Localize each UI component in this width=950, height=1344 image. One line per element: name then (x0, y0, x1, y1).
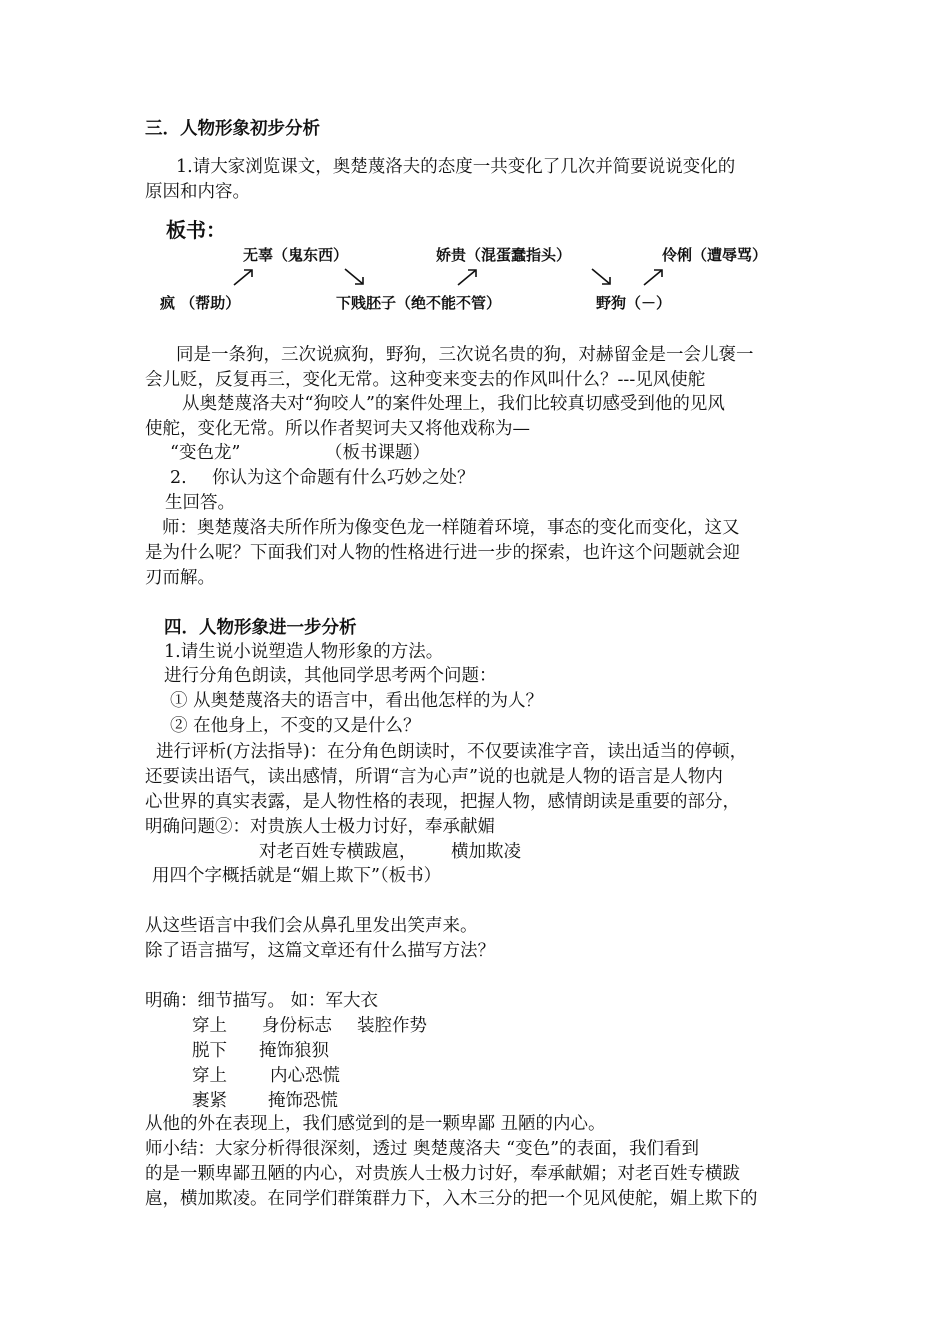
arrow-down-right-icon (590, 267, 614, 287)
section4-line-5: 进行评析(方法指导)：在分角色朗读时，不仅要读准字音，读出适当的停顿， (156, 742, 748, 762)
paragraph-1-line-1: 同是一条狗，三次说疯狗，野狗，三次说名贵的狗，对赫留金是一会儿褒一 (176, 345, 754, 365)
conclusion-line-1: 从他的外在表现上，我们感觉到的是一颗卑鄙 丑陋的内心。 (145, 1114, 606, 1134)
section4-line-2: 进行分角色朗读，其他同学思考两个问题： (164, 666, 497, 686)
board-note: （板书课题） (325, 443, 430, 463)
section4-line-6: 还要读出语气，读出感情，所谓“言为心声”说的也就是人物的语言是人物内 (145, 767, 723, 787)
detail-row-4-meaning: 掩饰恐慌 (268, 1091, 338, 1111)
detail-heading: 明确：细节描写。 如：军大衣 (145, 991, 379, 1011)
summary-line-1: 师小结：大家分析得很深刻，透过 奥楚蔑洛夫 “变色”的表面，我们看到 (145, 1139, 700, 1159)
summary-line-3: 扈，横加欺凌。在同学们群策群力下，入木三分的把一个见风使舵，媚上欺下的 (145, 1189, 758, 1209)
detail-row-2-meaning: 掩饰狼狈 (259, 1041, 329, 1061)
teacher-line-3: 刃而解。 (145, 568, 215, 588)
arrow-up-right-icon (232, 267, 256, 287)
section3-question1-cont: 原因和内容。 (145, 182, 250, 202)
summary-line-2: 的是一颗卑鄙丑陋的内心，对贵族人士极力讨好，奉承献媚；对老百姓专横跋 (145, 1164, 740, 1184)
teacher-line-2: 是为什么呢？下面我们对人物的性格进行进一步的探索，也许这个问题就会迎 (145, 543, 740, 563)
section4-line-7: 心世界的真实表露，是人物性格的表现，把握人物，感情朗读是重要的部分， (145, 792, 740, 812)
section4-line-8: 明确问题②：对贵族人士极力讨好，奉承献媚 (145, 817, 495, 837)
section4-line-9b: 横加欺凌 (451, 842, 521, 862)
student-answer: 生回答。 (165, 493, 235, 513)
section4-heading: 四．人物形象进一步分析 (164, 618, 357, 638)
section4-line-1: 1.请生说小说塑造人物形象的方法。 (164, 642, 444, 662)
board-bottom-2: 下贱胚子（绝不能不管） (336, 294, 502, 312)
board-top-1: 无辜（鬼东西） (243, 246, 349, 264)
question-2-number: 2. (170, 468, 187, 488)
section4-line-9a: 对老百姓专横跋扈， (259, 842, 417, 862)
detail-row-1-meaning-2: 装腔作势 (357, 1016, 427, 1036)
section3-heading: 三．人物形象初步分析 (145, 119, 320, 139)
arrow-up-right-icon (456, 267, 480, 287)
teacher-line-1: 师：奥楚蔑洛夫所作所为像变色龙一样随着环境，事态的变化而变化，这又 (162, 518, 740, 538)
detail-row-2-action: 脱下 (192, 1041, 227, 1061)
section4-line-10: 用四个字概括就是“媚上欺下”（板书） (152, 866, 442, 886)
detail-row-4-action: 裹紧 (192, 1091, 227, 1111)
nose-line-1: 从这些语言中我们会从鼻孔里发出笑声来。 (145, 916, 478, 936)
arrow-up-right-icon (642, 267, 666, 287)
board-bottom-1: 疯 （帮助） (160, 294, 241, 312)
board-top-2: 娇贵（混蛋蠢指头） (436, 246, 572, 264)
section3-question1: 1.请大家浏览课文，奥楚蔑洛夫的态度一共变化了几次并简要说说变化的 (176, 157, 736, 177)
paragraph-1-line-2: 会儿贬，反复再三，变化无常。这种变来变去的作风叫什么？---见风使舵 (145, 370, 706, 390)
detail-row-3-action: 穿上 (192, 1066, 227, 1086)
paragraph-2-line-1: 从奥楚蔑洛夫对“狗咬人”的案件处理上，我们比较真切感受到他的见风 (182, 394, 725, 414)
section4-question-2: ② 在他身上，不变的又是什么？ (170, 716, 421, 736)
question-2-text: 你认为这个命题有什么巧妙之处？ (212, 468, 475, 488)
nose-line-2: 除了语言描写，这篇文章还有什么描写方法？ (145, 941, 495, 961)
detail-row-1-meaning: 身份标志 (262, 1016, 332, 1036)
lesson-title-chameleon: “变色龙” (170, 443, 241, 463)
board-top-3: 伶俐（遭辱骂） (662, 246, 768, 264)
section4-question-1: ① 从奥楚蔑洛夫的语言中，看出他怎样的为人？ (170, 691, 544, 711)
arrow-down-right-icon (343, 267, 367, 287)
board-label: 板书： (166, 218, 226, 242)
detail-row-3-meaning: 内心恐慌 (270, 1066, 340, 1086)
detail-row-1-action: 穿上 (192, 1016, 227, 1036)
board-bottom-3: 野狗（－） (596, 294, 672, 312)
paragraph-2-line-2: 使舵，变化无常。所以作者契诃夫又将他戏称为— (145, 419, 530, 439)
